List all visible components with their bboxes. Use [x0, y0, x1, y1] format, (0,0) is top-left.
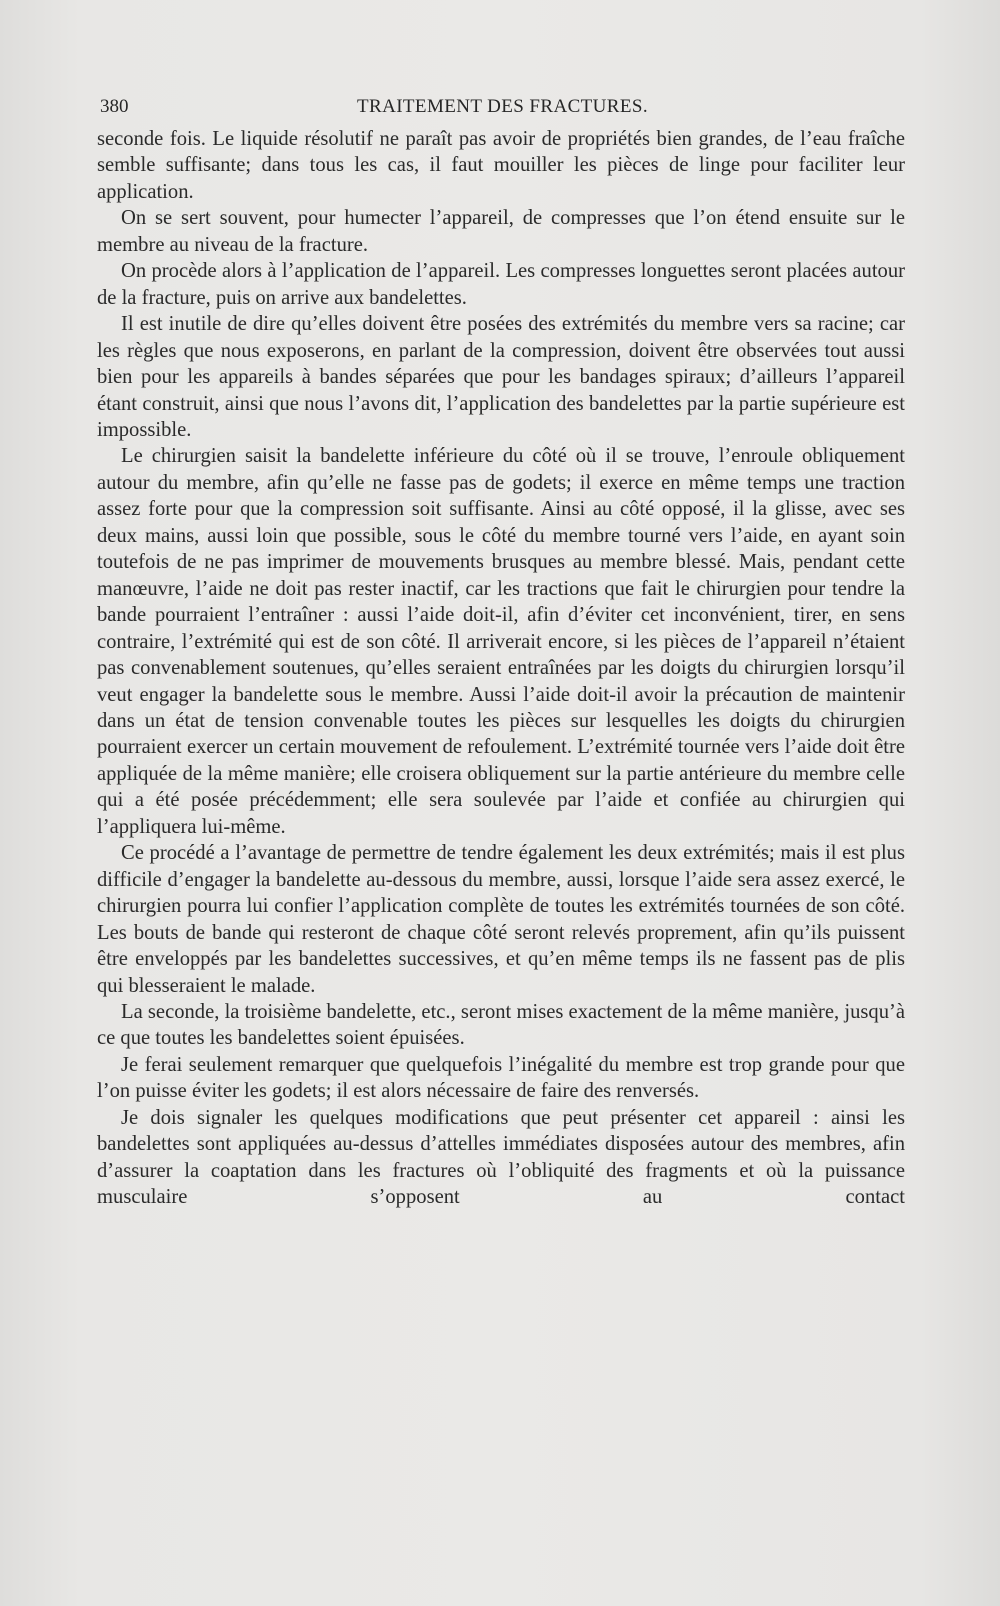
paragraph: Le chirurgien saisit la bandelette inférieure du côté où il se trouve, l’enroule obliquement autour du membre, afin qu’elle ne fasse pas de godets; il exerce en même temps une traction assez forte pour que la compression soit suffisante. Ainsi au côté opposé, il la glisse, avec ses deux mains, aussi loin que possible, sous le côté du membre tourné vers l’aide, en ayant soin toutefois de ne pas imprimer de mouvements brusques au membre blessé. Mais, pendant cette manœuvre, l’aide ne doit pas rester inactif, car les tractions que fait le chirurgien pour tendre la bande pourraient l’entraîner : aussi l’aide doit-il, afin d’éviter cet inconvénient, tirer, en sens contraire, l’extrémité qui est de son côté. Il arriverait encore, si les pièces de l’appareil n’étaient pas convenablement soutenues, qu’elles seraient entraînées par les doigts du chirurgien lorsqu’il veut engager la bandelette sous le membre. Aussi l’aide doit-il avoir la précaution de maintenir dans un état de tension convenable toutes les pièces sur lesquelles les doigts du chirurgien pourraient exercer un certain mouvement de refoulement. L’extrémité tournée vers l’aide doit être appliquée de la même manière; elle croisera obliquement sur la partie antérieure du membre celle qui a été posée précédemment; elle sera soulevée par l’aide et confiée au chirurgien qui l’appliquera lui-même.	[97, 445, 905, 838]
paragraph: On se sert souvent, pour humecter l’appareil, de compresses que l’on étend ensuite sur le membre au niveau de la fracture.	[97, 207, 905, 256]
running-head	[100, 96, 905, 122]
paragraph-continued: seconde fois. Le liquide résolutif ne paraît pas avoir de propriétés bien grandes, de l’eau fraîche semble suffisante; dans tous les cas, il faut mouiller les pièces de linge pour faciliter leur application.	[97, 128, 905, 203]
paragraph: Ce procédé a l’avantage de permettre de tendre également les deux extrémités; mais il est plus difficile d’engager la bandelette au-dessous du membre, aussi, lorsque l’aide sera assez exercé, le chirurgien pourra lui confier l’application complète de toutes les extrémités tournées de son côté. Les bouts de bande qui resteront de chaque côté seront relevés proprement, afin qu’ils puissent être enveloppés par les bandelettes successives, et qu’en même temps ils ne fassent pas de plis qui blesseraient le malade.	[97, 842, 905, 997]
paragraph: On procède alors à l’application de l’appareil. Les compresses longuettes seront placées autour de la fracture, puis on arrive aux bandelettes.	[97, 260, 905, 309]
paragraph: Je ferai seulement remarquer que quelquefois l’inégalité du membre est trop grande pour que l’on puisse éviter les godets; il est alors nécessaire de faire des renversés.	[97, 1053, 905, 1103]
paragraph: Il est inutile de dire qu’elles doivent être posées des extrémités du membre vers sa racine; car les règles que nous exposerons, en parlant de la compression, doivent être observées tout aussi bien pour les appareils à bandes séparées que pour les bandages spiraux; d’ailleurs l’appareil étant construit, ainsi que nous l’avons dit, l’application des bandelettes par la partie supérieure est impossible.	[97, 313, 905, 441]
page-number: 380	[100, 96, 129, 117]
paragraph-continues-next-page: Je dois signaler les quelques modifications que peut présenter cet appareil : ainsi les bandelettes sont appliquées au-dessus d’attelles immédiates disposées autour des membres, afin d’assurer la coaptation dans les fractures où l’obliquité des fragments et où la puissance musculaire s’opposent au contact	[97, 1106, 905, 1209]
paragraph: La seconde, la troisième bandelette, etc., seront mises exactement de la même manière, jusqu’à ce que toutes les bandelettes soient épuisées.	[97, 1000, 905, 1050]
body-text	[97, 126, 905, 1211]
running-title: TRAITEMENT DES FRACTURES.	[357, 96, 648, 117]
